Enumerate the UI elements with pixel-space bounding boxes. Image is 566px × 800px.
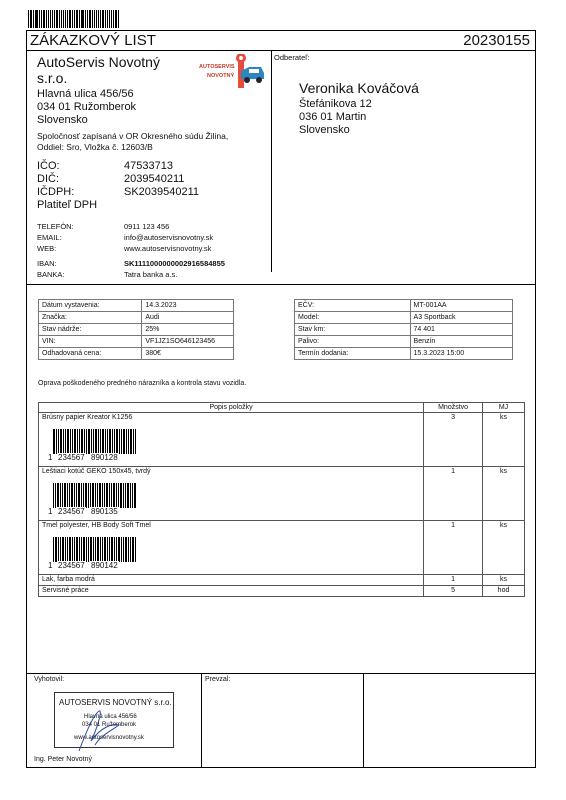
column-header-description: Popis položky [39,403,424,413]
info-row [295,324,513,336]
barcode-bar [123,483,124,508]
barcode-bar [78,483,80,508]
items-table [38,402,525,597]
barcode-bar [63,10,65,28]
info-row [39,312,234,324]
barcode-bar [55,537,57,562]
supplier-registry-1: Spoločnosť zapísaná v OR Okresného súdu Žilina, [37,131,229,141]
web-label: WEB: [37,244,57,253]
item-description: Lak, farba modrá [42,576,95,583]
stamp-web: www.autoservisnovotny.sk [74,735,144,741]
customer-street: Štefánikova 12 [299,98,372,110]
barcode-bar [97,483,98,508]
barcode-bar [114,537,115,562]
barcode-bar [85,10,86,28]
item-quantity: 5 [424,586,483,597]
barcode-bar [76,483,77,508]
info-label: Odhadovaná cena: [39,348,142,360]
info-label: Termín dodania: [295,348,411,360]
header-barcode [28,10,120,28]
info-value: A3 Sportback [410,312,512,324]
column-header-quantity: Množstvo [424,403,483,413]
barcode-bar [109,537,110,562]
barcode-digits-left: 234567 [58,453,85,462]
barcode-bar [54,10,55,28]
item-quantity: 1 [424,575,483,586]
info-value: Audi [142,312,234,324]
vehicle-info-right [294,299,513,360]
barcode-bar [88,483,89,508]
info-value: MT-001AA [410,300,512,312]
email-value: info@autoservisnovotny.sk [124,233,214,242]
barcode-bar [125,537,127,562]
barcode-bar [105,429,106,454]
barcode-bar [76,537,78,562]
barcode-bar [109,429,111,454]
barcode-bar [55,483,56,508]
barcode-bar [116,537,117,562]
ico-label: IČO: [37,160,60,172]
barcode-bar [104,537,106,562]
barcode-bar [134,483,136,508]
barcode-bar [114,429,115,454]
supplier-registry-2: Oddiel: Sro, Vložka č. 12603/B [37,142,153,152]
barcode-bar [98,429,99,454]
barcode-bar [86,429,87,454]
order-description: Oprava poškodeného predného nárazníka a kontrola stavu vozidla. [38,380,247,387]
barcode-bar [67,483,68,508]
barcode-bar [95,429,97,454]
info-row [295,300,513,312]
barcode-bar [74,537,75,562]
barcode-bar [82,10,84,28]
barcode-bar [91,429,92,454]
info-row [295,348,513,360]
customer-country: Slovensko [299,124,350,136]
info-value: 74 401 [410,324,512,336]
barcode-bar [62,483,63,508]
item-description-cell [39,467,424,521]
barcode-bar [100,429,101,454]
barcode-bar [132,537,134,562]
barcode-bar [53,537,54,562]
barcode-bar [100,537,101,562]
barcode-bar [74,10,75,28]
barcode-bar [125,483,126,508]
barcode-bar [39,10,40,28]
item-description-cell [39,586,424,597]
customer-name: Veronika Kováčová [299,80,419,96]
barcode-bar [58,429,59,454]
barcode-bar [41,10,42,28]
item-description: Leštiaci kotúč GEKO 150x45, tvrdý [42,468,151,475]
barcode-bar [74,483,75,508]
wrench-car-icon [235,54,265,88]
customer-city: 036 01 Martin [299,111,367,123]
barcode-digit-lead: 1 [48,453,53,462]
barcode-bar [102,537,103,562]
item-description-cell [39,521,424,575]
barcode-bar [120,483,122,508]
barcode-bar [107,429,108,454]
barcode-bar [81,537,82,562]
supplier-street: Hlavná ulica 456/56 [37,88,134,100]
barcode-bar [67,429,69,454]
barcode-bar [71,483,73,508]
company-logo [197,53,265,89]
supplier-name: AutoServis Novotný [37,54,160,70]
barcode-bar [118,10,119,28]
barcode-bar [88,429,90,454]
work-order-sheet [26,30,536,768]
barcode-bar [105,10,106,28]
barcode-bar [86,537,87,562]
barcode-bar [100,10,101,28]
barcode-bar [121,537,122,562]
barcode-bar [58,537,59,562]
barcode-bar [128,537,129,562]
item-row [39,521,525,575]
barcode-bar [107,537,108,562]
barcode-bar [67,10,68,28]
barcode-bar [81,483,82,508]
barcode-bar [96,10,98,28]
item-description: Servisné práce [42,587,89,594]
barcode-digits-right: 890135 [91,507,118,516]
stamp-street: Hlavná ulica 456/56 [84,714,137,720]
barcode-bar [79,429,80,454]
barcode-digits-right: 890142 [91,561,118,570]
barcode-bar [127,483,129,508]
barcode-bar [116,483,117,508]
barcode-bar [33,10,34,28]
barcode-bar [56,10,58,28]
page-title: ZÁKAZKOVÝ LIST [30,32,156,49]
barcode-bar [104,483,105,508]
barcode-bar [111,537,113,562]
item-row [39,586,525,597]
vehicle-info-left [38,299,234,360]
barcode-bar [83,537,85,562]
barcode-bar [106,483,108,508]
issued-by-name: Ing. Peter Novotný [34,756,92,763]
barcode-digit-lead: 1 [48,561,53,570]
barcode-bar [98,10,99,28]
barcode-bar [61,10,62,28]
info-row [39,336,234,348]
item-row [39,413,525,467]
phone-label: TELEFÓN: [37,222,74,231]
supplier-name-suffix: s.r.o. [37,70,68,86]
info-value: 25% [142,324,234,336]
info-label: Značka: [39,312,142,324]
info-label: Dátum vystavenia: [39,300,142,312]
barcode-bar [89,10,91,28]
barcode-bar [118,537,120,562]
web-value: www.autoservisnovotny.sk [124,244,212,253]
barcode-bar [28,10,29,28]
barcode-bar [43,10,45,28]
barcode-bar [84,429,85,454]
item-barcode [48,483,124,515]
iban-value: SK1111000000002916584855 [124,259,225,268]
info-label: Palivo: [295,336,411,348]
icdph-value: SK2039540211 [124,186,200,198]
barcode-bar [132,483,133,508]
barcode-bar [93,537,94,562]
barcode-bar [85,483,87,508]
barcode-bar [72,537,73,562]
barcode-bar [46,10,47,28]
barcode-bar [102,10,104,28]
item-barcode [48,537,124,569]
barcode-bar [81,10,82,28]
barcode-bar [74,429,76,454]
item-unit: hod [483,586,525,597]
barcode-bar [130,483,131,508]
barcode-bar [123,429,125,454]
barcode-bar [135,429,136,454]
barcode-bar [67,537,68,562]
bank-value: Tatra banka a.s. [124,270,178,279]
info-value: VF1JZ1SO646123456 [142,336,234,348]
barcode-bar [79,537,80,562]
info-row [295,312,513,324]
barcode-bar [109,483,110,508]
barcode-bar [69,537,71,562]
dic-label: DIČ: [37,173,59,185]
logo-text-1: AUTOSERVIS [199,64,235,70]
barcode-bar [113,10,114,28]
barcode-digits-left: 234567 [58,561,85,570]
barcode-bar [118,483,119,508]
info-label: Model: [295,312,411,324]
barcode-bar [90,483,91,508]
item-description-cell [39,575,424,586]
barcode-digits-left: 234567 [58,507,85,516]
vat-payer: Platiteľ DPH [37,199,98,211]
barcode-bar [79,10,80,28]
info-value: 380€ [142,348,234,360]
barcode-bar [59,10,60,28]
barcode-bar [57,483,59,508]
barcode-bar [52,10,53,28]
barcode-bar [60,483,61,508]
barcode-bar [111,483,112,508]
barcode-bar [77,429,78,454]
item-unit: ks [483,467,525,521]
info-label: VIN: [39,336,142,348]
barcode-bar [69,483,70,508]
email-label: EMAIL: [37,233,62,242]
barcode-bar [113,483,115,508]
received-by-label: Prevzal: [205,676,231,683]
barcode-bar [63,429,64,454]
info-row [39,348,234,360]
barcode-bar [95,537,96,562]
barcode-bar [130,537,131,562]
barcode-bar [48,10,49,28]
item-row [39,575,525,586]
barcode-bar [70,429,71,454]
item-quantity: 3 [424,413,483,467]
supplier-country: Slovensko [37,114,88,126]
barcode-bar [115,10,117,28]
barcode-bar [93,429,94,454]
barcode-bar [111,10,112,28]
barcode-bar [99,483,101,508]
barcode-bar [121,429,122,454]
icdph-label: IČDPH: [37,186,75,198]
item-description: Brúsny papier Kreator K1256 [42,414,133,421]
item-quantity: 1 [424,467,483,521]
barcode-bar [102,483,103,508]
customer-label: Odberateľ: [274,53,310,62]
phone-value: 0911 123 456 [124,222,170,231]
barcode-bar [36,10,38,28]
barcode-bar [83,483,84,508]
barcode-bar [90,537,92,562]
supplier-city: 034 01 Ružomberok [37,101,137,113]
barcode-bar [30,10,32,28]
barcode-bar [102,429,104,454]
barcode-bar [60,537,61,562]
barcode-bar [65,429,66,454]
item-row [39,467,525,521]
barcode-bar [53,483,54,508]
barcode-bar [69,10,71,28]
bank-label: BANKA: [37,270,65,279]
ico-value: 47533713 [124,160,173,172]
barcode-bar [92,483,94,508]
barcode-bar [133,429,134,454]
info-row [39,324,234,336]
info-label: Stav nádrže: [39,324,142,336]
info-row [39,300,234,312]
barcode-digit-lead: 1 [48,507,53,516]
info-row [295,336,513,348]
barcode-bar [92,10,93,28]
barcode-bar [56,429,57,454]
barcode-bar [72,10,73,28]
barcode-bar [123,537,124,562]
item-unit: ks [483,575,525,586]
item-unit: ks [483,413,525,467]
barcode-bar [109,10,111,28]
item-quantity: 1 [424,521,483,575]
barcode-bar [135,537,136,562]
stamp-name: AUTOSERVIS NOVOTNÝ s.r.o. [59,698,172,707]
item-barcode [48,429,124,461]
item-unit: ks [483,521,525,575]
barcode-bar [35,10,36,28]
stamp-city: 034 01 Ružomberok [82,722,137,728]
info-value: Benzín [410,336,512,348]
item-description: Tmel polyester, HB Body Soft Tmel [42,522,151,529]
barcode-bar [95,483,96,508]
barcode-bar [112,429,113,454]
barcode-bar [76,10,78,28]
barcode-bar [116,429,118,454]
barcode-bar [64,483,66,508]
barcode-bar [65,537,66,562]
barcode-bar [81,429,83,454]
barcode-bar [126,429,127,454]
barcode-bar [50,10,52,28]
info-label: EČV: [295,300,411,312]
barcode-bar [88,537,89,562]
barcode-bar [119,429,120,454]
barcode-bar [128,429,129,454]
barcode-bar [60,429,62,454]
barcode-bar [65,10,66,28]
barcode-bar [62,537,64,562]
barcode-bar [130,429,132,454]
column-header-unit: MJ [483,403,525,413]
info-value: 15.3.2023 15:00 [410,348,512,360]
info-value: 14.3.2023 [142,300,234,312]
info-label: Stav km: [295,324,411,336]
barcode-bar [107,10,108,28]
order-number: 20230155 [463,32,530,49]
dic-value: 2039540211 [124,173,185,185]
iban-label: IBAN: [37,259,57,268]
barcode-bar [53,429,55,454]
issued-by-label: Vyhotovil: [34,676,65,683]
barcode-bar [97,537,99,562]
barcode-bar [72,429,73,454]
barcode-bar [87,10,88,28]
item-description-cell [39,413,424,467]
barcode-bar [94,10,95,28]
barcode-digits-right: 890128 [91,453,118,462]
signature [67,705,137,755]
logo-text-2: NOVOTNÝ [207,73,235,79]
